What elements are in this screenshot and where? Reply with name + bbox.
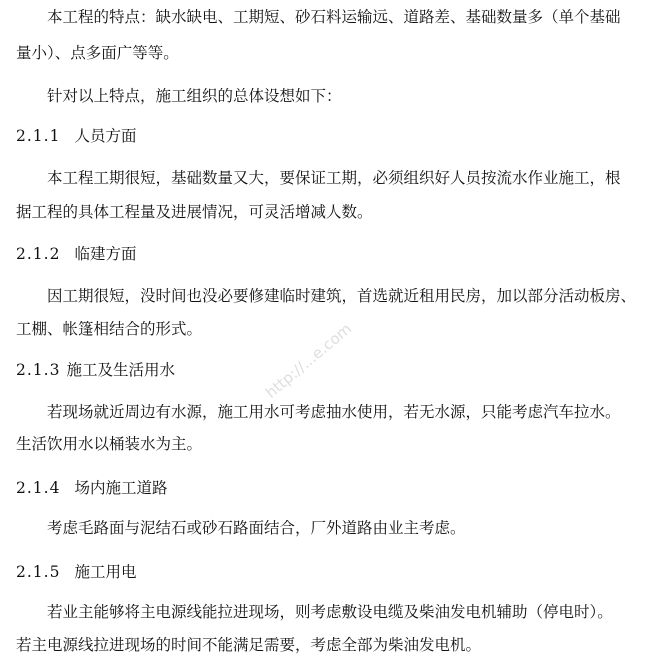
section-heading-2-1-3 [16,359,175,381]
section-title: 施工及生活用水 [66,361,175,379]
overall-paragraph: 针对以上特点，施工组织的总体设想如下： [47,87,342,105]
section-2-1-4-line-1: 考虑毛路面与泥结石或砂石路面结合，厂外道路由业主考虑。 [47,519,466,537]
section-2-1-2-line-1: 因工期很短，没时间也没必要修建临时建筑，首选就近租用民房，加以部分活动板房、 [47,287,637,305]
section-title: 施工用电 [74,563,137,581]
section-2-1-5-line-1: 若业主能够将主电源线能拉进现场，则考虑敷设电缆及柴油发电机辅助（停电时）。 [47,603,613,621]
intro-paragraph-line-2: 量小）、点多面广等等。 [16,44,179,62]
section-heading-2-1-2 [16,243,136,265]
intro-paragraph-line-1: 本工程的特点：缺水缺电、工期短、砂石料运输远、道路差、基础数量多（单个基础 [47,8,621,26]
section-2-1-3-line-2: 生活饮用水以桶装水为主。 [16,435,203,453]
section-heading-2-1-1 [16,125,136,147]
section-heading-2-1-4 [16,477,167,499]
section-2-1-1-line-1: 本工程工期很短，基础数量又大，要保证工期，必须组织好人员按流水作业施工，根 [47,169,621,187]
section-number: 2.1.1 [16,127,61,145]
section-number: 2.1.2 [16,245,61,263]
section-number: 2.1.4 [16,479,61,497]
section-title: 临建方面 [74,245,137,263]
section-title: 场内施工道路 [74,479,168,497]
section-heading-2-1-5 [16,561,136,583]
section-title: 人员方面 [74,127,137,145]
section-2-1-3-line-1: 若现场就近周边有水源，施工用水可考虑抽水使用，若无水源，只能考虑汽车拉水。 [47,403,621,421]
section-2-1-2-line-2: 工棚、帐篷相结合的形式。 [16,320,203,338]
section-2-1-5-line-2: 若主电源线拉进现场的时间不能满足需要，考虑全部为柴油发电机。 [16,636,482,654]
section-number: 2.1.3 [16,361,61,379]
section-2-1-1-line-2: 据工程的具体工程量及进展情况，可灵活增减人数。 [16,203,373,221]
section-number: 2.1.5 [16,563,61,581]
watermark: http://...e.com [262,319,355,402]
